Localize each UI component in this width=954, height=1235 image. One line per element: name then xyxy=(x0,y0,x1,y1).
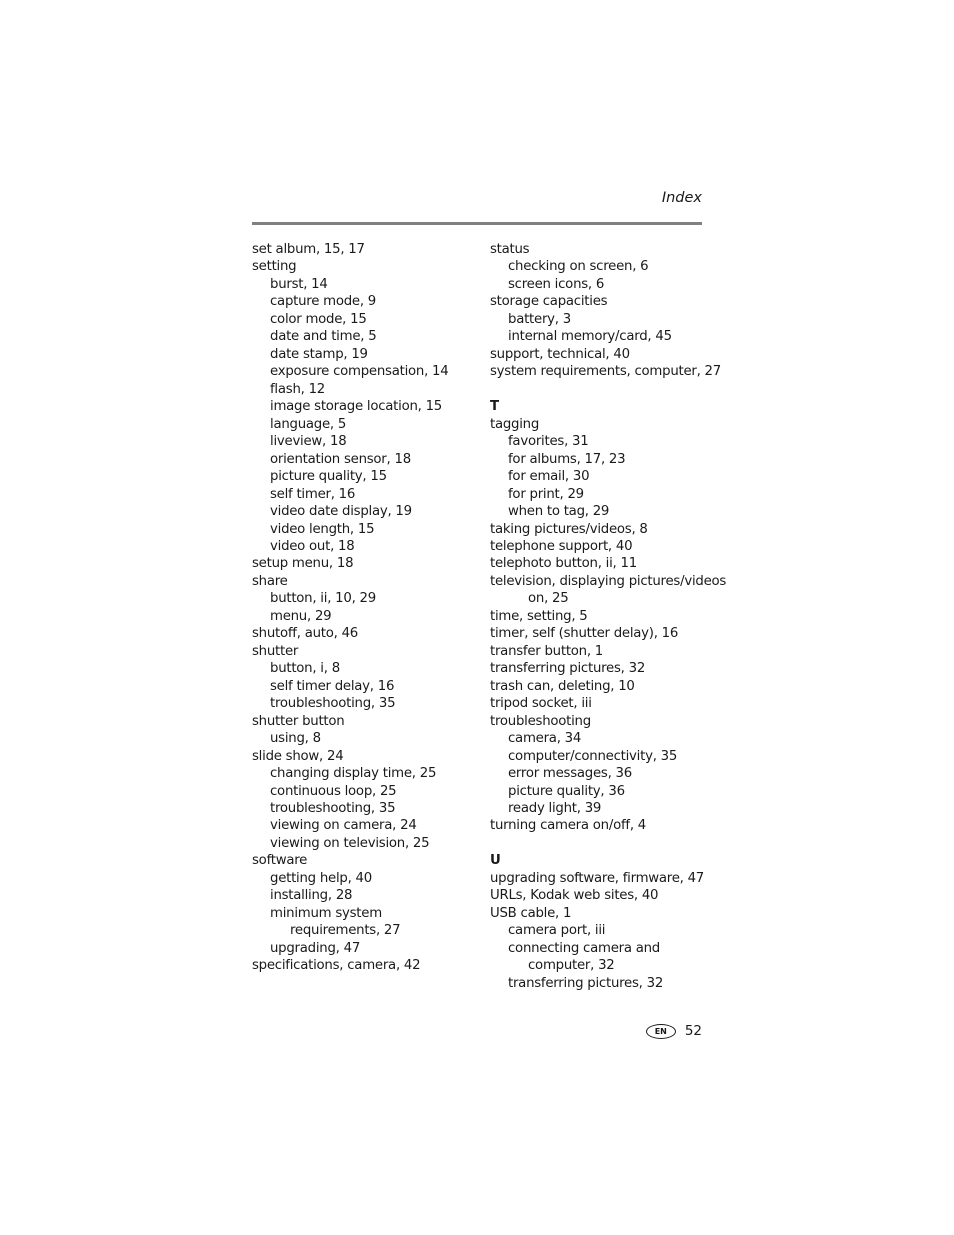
index-subentry: picture quality, 15 xyxy=(270,469,387,485)
index-subentry: picture quality, 36 xyxy=(508,783,625,799)
index-subentry: video length, 15 xyxy=(270,521,375,537)
language-badge-icon: EN xyxy=(646,1024,676,1039)
index-entry: software xyxy=(252,853,308,869)
index-subentry: using, 8 xyxy=(270,731,321,747)
index-entry: status xyxy=(490,242,530,257)
page-footer xyxy=(602,1020,702,1042)
index-entry: shutter button xyxy=(252,713,345,729)
index-subentry: minimum system xyxy=(270,905,382,921)
index-subentry: ready light, 39 xyxy=(508,801,602,816)
index-entry: specifications, camera, 42 xyxy=(252,958,421,974)
index-entry: taking pictures/videos, 8 xyxy=(490,521,648,537)
index-entry: storage capacities xyxy=(490,294,608,310)
index-subentry: favorites, 31 xyxy=(508,434,589,450)
index-subentry: connecting camera and xyxy=(508,940,660,956)
index-entry: setting xyxy=(252,259,297,275)
index-entry: time, setting, 5 xyxy=(490,608,588,624)
index-entry: tripod socket, iii xyxy=(490,696,592,712)
index-column-right xyxy=(490,241,727,992)
index-subentry: viewing on television, 25 xyxy=(270,835,430,851)
index-subentry: self timer, 16 xyxy=(270,486,356,502)
index-subentry: installing, 28 xyxy=(270,888,353,904)
index-entry: upgrading software, firmware, 47 xyxy=(490,870,705,886)
index-subentry: troubleshooting, 35 xyxy=(270,801,396,816)
index-subentry: computer/connectivity, 35 xyxy=(508,748,678,764)
index-entry: shutter xyxy=(252,643,299,659)
section-spacer xyxy=(490,381,704,398)
index-continuation: computer, 32 xyxy=(528,958,615,974)
index-entry: trash can, deleting, 10 xyxy=(490,678,635,694)
index-subentry: flash, 12 xyxy=(270,381,326,397)
index-subentry: changing display time, 25 xyxy=(270,766,437,782)
index-entry: support, technical, 40 xyxy=(490,346,630,362)
index-subentry: troubleshooting, 35 xyxy=(270,696,396,712)
index-subentry: for email, 30 xyxy=(508,469,590,485)
section-letter: U xyxy=(490,853,501,869)
index-subentry: video out, 18 xyxy=(270,538,355,554)
index-entry: tagging xyxy=(490,416,540,432)
index-subentry: when to tag, 29 xyxy=(508,504,610,520)
index-subentry: checking on screen, 6 xyxy=(508,259,649,275)
index-entry: USB cable, 1 xyxy=(490,905,572,921)
index-subentry: transferring pictures, 32 xyxy=(508,975,664,991)
index-subentry: capture mode, 9 xyxy=(270,294,376,310)
index-continuation: on, 25 xyxy=(528,591,569,607)
index-subentry: error messages, 36 xyxy=(508,766,632,782)
index-subentry: button, i, 8 xyxy=(270,661,340,677)
section-letter: T xyxy=(490,399,499,415)
index-subentry: screen icons, 6 xyxy=(508,276,605,292)
index-entry: television, displaying pictures/videos xyxy=(490,573,727,589)
index-subentry: battery, 3 xyxy=(508,311,571,327)
index-entry: telephoto button, ii, 11 xyxy=(490,556,637,572)
index-entry: troubleshooting xyxy=(490,713,591,729)
index-subentry: image storage location, 15 xyxy=(270,399,443,415)
header-rule xyxy=(252,222,702,225)
index-subentry: menu, 29 xyxy=(270,608,332,624)
index-subentry: video date display, 19 xyxy=(270,504,412,520)
index-column-left xyxy=(252,241,482,975)
index-entry: transfer button, 1 xyxy=(490,643,604,659)
index-entry: share xyxy=(252,573,288,589)
index-subentry: viewing on camera, 24 xyxy=(270,818,417,834)
index-entry: slide show, 24 xyxy=(252,748,344,764)
index-subentry: date and time, 5 xyxy=(270,329,377,345)
index-subentry: camera port, iii xyxy=(508,923,606,939)
index-entry: transferring pictures, 32 xyxy=(490,661,646,677)
index-subentry: for albums, 17, 23 xyxy=(508,451,626,467)
index-subentry: color mode, 15 xyxy=(270,311,367,327)
index-entry: setup menu, 18 xyxy=(252,556,354,572)
index-subentry: for print, 29 xyxy=(508,486,584,502)
index-subentry: self timer delay, 16 xyxy=(270,678,395,694)
index-subentry: exposure compensation, 14 xyxy=(270,364,449,380)
index-entry: set album, 15, 17 xyxy=(252,242,365,257)
index-entry: telephone support, 40 xyxy=(490,538,633,554)
index-subentry: date stamp, 19 xyxy=(270,346,368,362)
index-entry: system requirements, computer, 27 xyxy=(490,364,721,380)
index-subentry: continuous loop, 25 xyxy=(270,783,397,799)
index-entry: shutoff, auto, 46 xyxy=(252,626,358,642)
index-subentry: button, ii, 10, 29 xyxy=(270,591,376,607)
index-entry: turning camera on/off, 4 xyxy=(490,818,646,834)
index-subentry: getting help, 40 xyxy=(270,870,372,886)
index-subentry: orientation sensor, 18 xyxy=(270,451,411,467)
index-subentry: upgrading, 47 xyxy=(270,940,361,956)
index-subentry: camera, 34 xyxy=(508,731,582,747)
index-subentry: internal memory/card, 45 xyxy=(508,329,672,345)
index-entry: timer, self (shutter delay), 16 xyxy=(490,626,679,642)
running-header: Index xyxy=(661,190,702,206)
index-subentry: language, 5 xyxy=(270,416,347,432)
section-spacer xyxy=(490,835,704,852)
index-subentry: liveview, 18 xyxy=(270,434,347,450)
index-subentry: burst, 14 xyxy=(270,276,328,292)
page-number: 52 xyxy=(684,1023,702,1039)
index-entry: URLs, Kodak web sites, 40 xyxy=(490,888,659,904)
index-continuation: requirements, 27 xyxy=(290,923,401,939)
